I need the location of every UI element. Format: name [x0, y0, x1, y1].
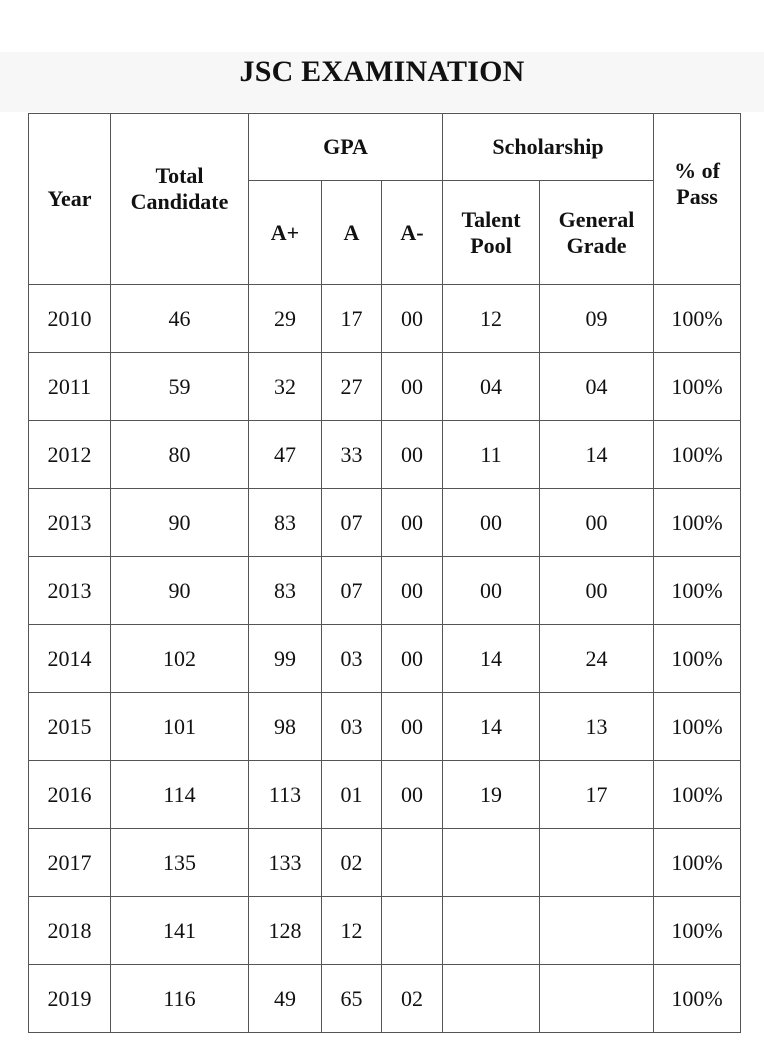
talent-pool-cell — [443, 897, 540, 965]
a-cell: 07 — [322, 557, 382, 625]
a-plus-cell: 113 — [249, 761, 322, 829]
a-cell: 65 — [322, 965, 382, 1033]
general-grade-cell: 00 — [540, 557, 654, 625]
pass-cell: 100% — [654, 557, 741, 625]
total-cell: 102 — [111, 625, 249, 693]
pass-cell: 100% — [654, 353, 741, 421]
a-minus-cell: 00 — [382, 353, 443, 421]
a-minus-cell: 00 — [382, 285, 443, 353]
general-grade-cell: 09 — [540, 285, 654, 353]
a-minus-cell: 00 — [382, 557, 443, 625]
a-minus-cell — [382, 829, 443, 897]
general-grade-cell — [540, 897, 654, 965]
general-grade-cell: 13 — [540, 693, 654, 761]
total-cell: 135 — [111, 829, 249, 897]
a-minus-cell: 00 — [382, 693, 443, 761]
a-plus-cell: 133 — [249, 829, 322, 897]
pass-cell: 100% — [654, 897, 741, 965]
talent-pool-cell: 00 — [443, 557, 540, 625]
talent-pool-cell: 12 — [443, 285, 540, 353]
a-cell: 17 — [322, 285, 382, 353]
total-cell: 90 — [111, 557, 249, 625]
results-table — [28, 113, 741, 1033]
a-minus-header: A- — [382, 181, 443, 285]
general-grade-cell — [540, 965, 654, 1033]
total-cell: 90 — [111, 489, 249, 557]
year-cell: 2017 — [29, 829, 111, 897]
year-cell: 2010 — [29, 285, 111, 353]
a-minus-cell: 00 — [382, 761, 443, 829]
a-plus-cell: 32 — [249, 353, 322, 421]
talent-pool-cell: 19 — [443, 761, 540, 829]
general-grade-cell: 00 — [540, 489, 654, 557]
table-row — [29, 625, 741, 693]
general-grade-header: General Grade — [540, 181, 654, 285]
table-row — [29, 557, 741, 625]
talent-pool-cell: 00 — [443, 489, 540, 557]
a-cell: 03 — [322, 625, 382, 693]
a-plus-cell: 83 — [249, 557, 322, 625]
general-grade-cell: 14 — [540, 421, 654, 489]
pass-cell: 100% — [654, 625, 741, 693]
year-cell: 2015 — [29, 693, 111, 761]
a-plus-header: A+ — [249, 181, 322, 285]
total-cell: 59 — [111, 353, 249, 421]
talent-pool-cell — [443, 965, 540, 1033]
gpa-header: GPA — [249, 114, 443, 181]
pass-cell: 100% — [654, 421, 741, 489]
table-body — [29, 285, 741, 1033]
a-minus-cell: 02 — [382, 965, 443, 1033]
a-plus-cell: 47 — [249, 421, 322, 489]
year-cell: 2014 — [29, 625, 111, 693]
a-plus-cell: 49 — [249, 965, 322, 1033]
a-plus-cell: 29 — [249, 285, 322, 353]
total-cell: 114 — [111, 761, 249, 829]
a-minus-cell: 00 — [382, 489, 443, 557]
total-cell: 80 — [111, 421, 249, 489]
year-cell: 2011 — [29, 353, 111, 421]
a-cell: 33 — [322, 421, 382, 489]
table-row — [29, 285, 741, 353]
a-cell: 02 — [322, 829, 382, 897]
total-cell: 46 — [111, 285, 249, 353]
a-plus-cell: 99 — [249, 625, 322, 693]
total-cell: 101 — [111, 693, 249, 761]
table-row — [29, 965, 741, 1033]
year-cell: 2019 — [29, 965, 111, 1033]
pass-cell: 100% — [654, 285, 741, 353]
table-header — [29, 114, 741, 285]
table-row — [29, 353, 741, 421]
a-header: A — [322, 181, 382, 285]
table-row — [29, 897, 741, 965]
general-grade-cell: 24 — [540, 625, 654, 693]
a-cell: 27 — [322, 353, 382, 421]
general-grade-cell: 04 — [540, 353, 654, 421]
year-cell: 2012 — [29, 421, 111, 489]
pass-cell: 100% — [654, 829, 741, 897]
a-plus-cell: 83 — [249, 489, 322, 557]
scholarship-header: Scholarship — [443, 114, 654, 181]
a-minus-cell — [382, 897, 443, 965]
talent-pool-cell — [443, 829, 540, 897]
pass-cell: 100% — [654, 489, 741, 557]
year-cell: 2013 — [29, 489, 111, 557]
table-row — [29, 489, 741, 557]
a-cell: 07 — [322, 489, 382, 557]
talent-pool-cell: 14 — [443, 625, 540, 693]
general-grade-cell — [540, 829, 654, 897]
year-cell: 2018 — [29, 897, 111, 965]
year-header: Year — [29, 114, 111, 285]
pass-cell: 100% — [654, 761, 741, 829]
year-cell: 2016 — [29, 761, 111, 829]
a-plus-cell: 128 — [249, 897, 322, 965]
talent-pool-header: Talent Pool — [443, 181, 540, 285]
header-row-1 — [29, 114, 741, 181]
total-candidate-header: Total Candidate — [111, 114, 249, 285]
table-row — [29, 693, 741, 761]
pass-percent-header: % of Pass — [654, 114, 741, 285]
talent-pool-cell: 11 — [443, 421, 540, 489]
page-title: JSC EXAMINATION — [239, 55, 525, 88]
a-cell: 12 — [322, 897, 382, 965]
general-grade-cell: 17 — [540, 761, 654, 829]
a-minus-cell: 00 — [382, 625, 443, 693]
talent-pool-cell: 14 — [443, 693, 540, 761]
pass-cell: 100% — [654, 965, 741, 1033]
a-cell: 01 — [322, 761, 382, 829]
table-row — [29, 421, 741, 489]
pass-cell: 100% — [654, 693, 741, 761]
total-cell: 141 — [111, 897, 249, 965]
table-row — [29, 829, 741, 897]
a-minus-cell: 00 — [382, 421, 443, 489]
a-plus-cell: 98 — [249, 693, 322, 761]
year-cell: 2013 — [29, 557, 111, 625]
a-cell: 03 — [322, 693, 382, 761]
talent-pool-cell: 04 — [443, 353, 540, 421]
table-row — [29, 761, 741, 829]
total-cell: 116 — [111, 965, 249, 1033]
